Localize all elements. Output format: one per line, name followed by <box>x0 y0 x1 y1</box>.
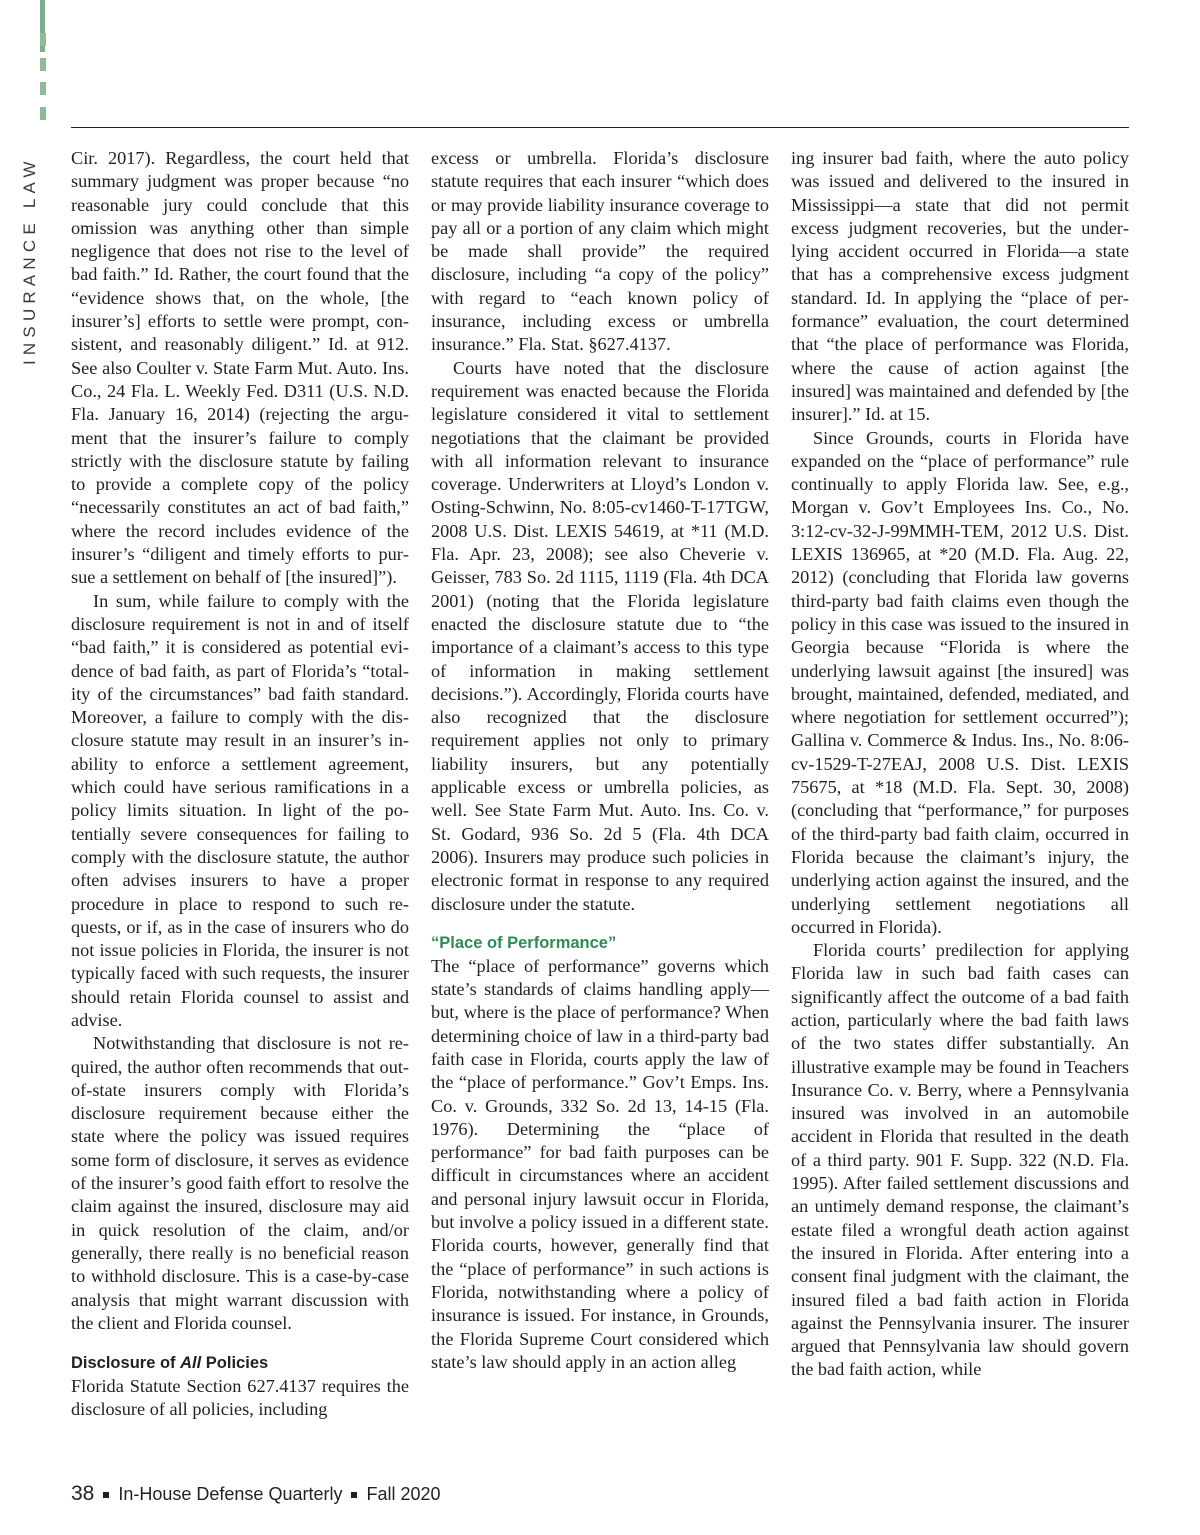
section-heading-disclosure: Disclosure of All Policies <box>71 1354 269 1373</box>
header-rule <box>71 127 1129 128</box>
sidebar-accent-dash <box>40 33 46 46</box>
paragraph: ing insurer bad faith, where the auto policy was issued and delivered to the insured in Mississippi—a state that did not permit excess judgment recoveries, but the underlying accident occurred in Florida—a state that has a comprehensive excess judgment standard. Id. In applying the “place of performance” evaluation, the court determined that “the place of performance was Florida, where the cause of action against [the insured] was maintained and defended by [the insurer].” Id. at 15. <box>791 148 1129 425</box>
paragraph: excess or umbrella. Florida’s disclosure statute requires that each insurer “which does or may provide liability insurance coverage to pay all or a portion of any claim which might be made shall provide” the required disclosure, including “a copy of the policy” with regard to “each known policy of insurance, including excess or umbrella insurance.” Fla. Stat. §627.4137. <box>431 148 769 355</box>
footer-separator <box>351 1492 357 1498</box>
paragraph: Cir. 2017). Regardless, the court held that summary judgment was proper because “no reasonable jury could conclude that this omission was anything other than simple negligence that does not rise to the level of bad faith.” Id. Rather, the court found that the “evidence shows that, on the whole, [the insurer’s] efforts to settle were prompt, consistent, and reasonably diligent.” Id. at 912. See also Coulter v. State Farm Mut. Auto. Ins. Co., 24 Fla. L. Weekly Fed. D311 (U.S. N.D. Fla. January 16, 2014) (rejecting the argument that the insurer’s failure to comply strictly with the disclosure statute by failing to provide a complete copy of the policy “necessarily constitutes an act of bad faith,” where the record includes evidence of the insurer’s “diligent and timely efforts to pursue a settlement on behalf of [the insured]”). <box>71 148 409 588</box>
page-number: 38 <box>71 1482 95 1505</box>
column-2 <box>431 147 769 1374</box>
paragraph: Notwithstanding that disclosure is not required, the author often recommends that out-of-state insurers comply with Florida’s disclosure requirement because either the state where the policy was issued requires some form of disclosure, it serves as evidence of the insurer’s good faith effort to resolve the claim against the insured, disclosure may aid in quick resolution of the claim, and/or generally, there really is no beneficial reason to withhold disclosure. This is a case-by-case analysis that might warrant discussion with the client and Florida counsel. <box>71 1033 409 1333</box>
column-3 <box>791 147 1129 1382</box>
paragraph: The “place of performance” governs which state’s standards of claims handling apply—but, where is the place of performance? When determining choice of law in a third-party bad faith case in Florida, courts apply the law of the “place of performance.” Gov’t Emps. Ins. Co. v. Grounds, 332 So. 2d 13, 14-15 (Fla. 1976). Determining the “place of performance” for bad faith purposes can be difficult in circumstances where an accident and personal injury lawsuit occur in Florida, but involve a policy issued in a different state. Florida courts, however, generally find that the “place of performance” in such actions is Florida, notwithstanding where a policy of insurance is issued. For instance, in Grounds, the Florida Supreme Court considered which state’s law should apply in an action alleg <box>431 955 769 1372</box>
column-1 <box>71 147 409 1422</box>
issue-date: Fall 2020 <box>366 1484 441 1504</box>
section-label: INSURANCE LAW <box>20 156 39 365</box>
sidebar-accent-dash <box>40 82 46 95</box>
paragraph: In sum, while failure to comply with the disclosure requirement is not in and of itself “bad faith,” it is considered as potential evidence of bad faith, as part of Florida’s “totality of the circumstances” bad faith standard. Moreover, a failure to comply with the disclosure statute may result in an insurer’s inability to enforce a settlement agreement, which could have serious ramifications in a policy limits situation. In light of the potentially severe consequences for failing to comply with the disclosure statute, the author often advises insurers to have a proper procedure in place to respond to such requests, or if, as in the case of insurers who do not issue policies in Florida, the insurer is not typically faced with such requests, the insurer should retain Florida counsel to assist and advise. <box>71 590 409 1030</box>
sidebar-accent-dash <box>40 58 46 71</box>
publication-name: In-House Defense Quarterly <box>118 1484 343 1504</box>
paragraph: Florida Statute Section 627.4137 requires the disclosure of all policies, including <box>71 1376 409 1420</box>
footer-separator <box>103 1492 109 1498</box>
paragraph: Florida courts’ predilection for applying Florida law in such bad faith cases can significantly affect the outcome of a bad faith action, particularly where the bad faith laws of the two states differ substantially. An illustrative example may be found in Teachers Insurance Co. v. Berry, where a Pennsylvania insured was involved in an automobile accident in Florida that resulted in the death of a third party. 901 F. Supp. 322 (N.D. Fla. 1995). After failed settlement discussions and an untimely demand response, the claimant’s estate filed a wrongful death action against the insured in Florida. After entering into a consent final judgment with the claimant, the insured filed a bad faith action in Florida against the Pennsylvania insurer. The insurer argued that Pennsylvania law should govern the bad faith action, while <box>791 940 1129 1380</box>
section-heading-place-of-performance: “Place of Performance” <box>431 933 617 952</box>
paragraph: Since Grounds, courts in Florida have expanded on the “place of performance” rule continually to apply Florida law. See, e.g., Morgan v. Gov’t Employees Ins. Co., No. 3:12-cv-32-J-99MMH-TEM, 2012 U.S. Dist. LEXIS 136965, at *20 (M.D. Fla. Aug. 22, 2012) (concluding that Florida law governs third-party bad faith claims even though the policy in this case was issued to the insured in Georgia because “Florida is where the underlying lawsuit against [the insured] was brought, maintained, defended, mediated, and where negotiation for settlement occurred”); Gallina v. Commerce & Indus. Ins., No. 8:06-cv-1529-T-27EAJ, 2008 U.S. Dist. LEXIS 75675, at *18 (M.D. Fla. Sept. 30, 2008) (concluding that “performance,” for purposes of the third-party bad faith claim, occurred in Florida because the claimant’s injury, the underlying action against the insured, and the underlying settlement negotiations all occurred in Florida). <box>791 427 1129 937</box>
page-footer <box>71 1482 441 1506</box>
paragraph: Courts have noted that the disclosure requirement was enacted because the Florida legislature considered it vital to settlement negotiations that the claimant be provided with all information relevant to insurance coverage. Underwriters at Lloyd’s London v. Osting-Schwinn, No. 8:05-cv1460-T-17TGW, 2008 U.S. Dist. LEXIS 54619, at *11 (M.D. Fla. Apr. 23, 2008); see also Cheverie v. Geisser, 783 So. 2d 1115, 1119 (Fla. 4th DCA 2001) (noting that the Florida legislature enacted the disclosure statute due to “the importance of a claimant’s access to this type of information in making settlement decisions.”). Accordingly, Florida courts have also recognized that the disclosure requirement applies not only to primary liability insurers, but any potentially applicable excess or umbrella policies, as well. See State Farm Mut. Auto. Ins. Co. v. St. Godard, 936 So. 2d 5 (Fla. 4th DCA 2006). Insurers may produce such policies in electronic format in response to any required disclosure under the statute. <box>431 357 769 914</box>
sidebar-accent-dash <box>40 107 46 120</box>
